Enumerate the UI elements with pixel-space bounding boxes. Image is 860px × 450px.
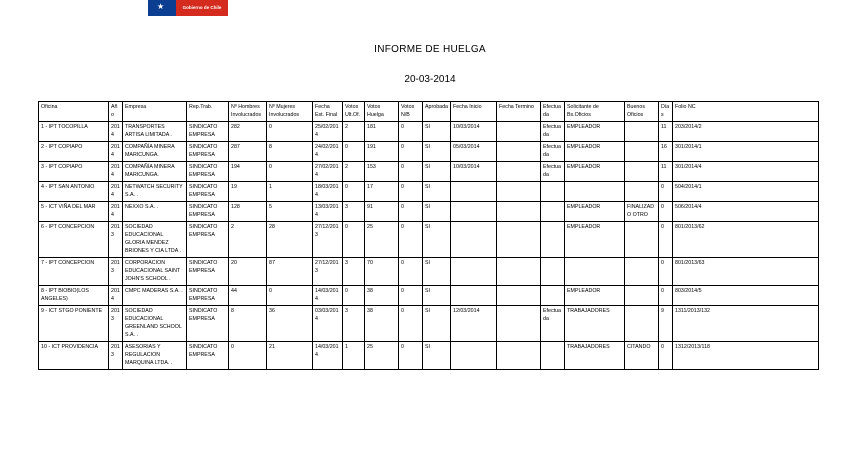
table-cell: 36 xyxy=(267,306,313,342)
table-row xyxy=(39,202,819,222)
table-cell: SINDICATO EMPRESA xyxy=(187,162,229,182)
table-cell: 0 xyxy=(343,142,365,162)
table-cell: 70 xyxy=(365,258,399,286)
table-cell: 0 xyxy=(399,258,423,286)
table-row xyxy=(39,182,819,202)
table-cell: SI xyxy=(423,182,451,202)
table-cell: 803/2014/5 xyxy=(673,286,819,306)
table-cell: 44 xyxy=(229,286,267,306)
column-header: Efectuada xyxy=(541,102,565,122)
table-cell: 2014 xyxy=(109,122,123,142)
table-cell xyxy=(497,202,541,222)
table-cell: 27/12/2013 xyxy=(313,258,343,286)
table-cell: 03/03/2014 xyxy=(313,306,343,342)
column-header: Fecha Est. Final xyxy=(313,102,343,122)
table-cell: 5 xyxy=(267,202,313,222)
table-cell xyxy=(541,222,565,258)
table-cell: CITANDO xyxy=(625,342,659,370)
table-cell xyxy=(497,162,541,182)
table-cell: 27/02/2014 xyxy=(313,162,343,182)
table-cell xyxy=(541,342,565,370)
table-cell xyxy=(451,182,497,202)
table-row xyxy=(39,122,819,142)
table-cell: SINDICATO EMPRESA xyxy=(187,202,229,222)
table-cell: 3 - IPT COPIAPO xyxy=(39,162,109,182)
table-cell: 2 xyxy=(343,162,365,182)
table-cell: 10/03/2014 xyxy=(451,122,497,142)
table-cell: 0 xyxy=(343,182,365,202)
table-cell: 1 xyxy=(267,182,313,202)
table-cell: 2 - IPT COPIAPO xyxy=(39,142,109,162)
table-cell: 0 xyxy=(267,286,313,306)
table-cell: 2 xyxy=(343,122,365,142)
table-cell: 2013 xyxy=(109,342,123,370)
table-cell: 0 xyxy=(399,162,423,182)
table-row xyxy=(39,286,819,306)
table-cell: 0 xyxy=(399,122,423,142)
table-cell xyxy=(541,182,565,202)
table-cell: SINDICATO EMPRESA xyxy=(187,306,229,342)
table-cell: 1 xyxy=(343,342,365,370)
table-cell: FINALIZADO OTRO xyxy=(625,202,659,222)
table-cell: SI xyxy=(423,306,451,342)
table-cell xyxy=(497,286,541,306)
table-cell: 17 xyxy=(365,182,399,202)
table-cell: 18/03/2014 xyxy=(313,182,343,202)
table-cell xyxy=(497,142,541,162)
table-cell: 0 xyxy=(399,222,423,258)
table-cell: 506/2014/4 xyxy=(673,202,819,222)
table-cell: 2 xyxy=(229,222,267,258)
star-icon: ★ xyxy=(157,2,165,11)
table-cell: 8 xyxy=(229,306,267,342)
table-cell: 11 xyxy=(659,162,673,182)
table-cell: 0 xyxy=(229,342,267,370)
table-cell: 128 xyxy=(229,202,267,222)
column-header: Oficina xyxy=(39,102,109,122)
report-title: INFORME DE HUELGA xyxy=(374,44,486,55)
table-cell: SI xyxy=(423,222,451,258)
table-cell: 203/2014/2 xyxy=(673,122,819,142)
table-cell: COMPAÑÍA MINERA MARICUNGA. xyxy=(123,162,187,182)
table-cell xyxy=(497,306,541,342)
table-cell: 27/12/2013 xyxy=(313,222,343,258)
table-cell xyxy=(497,122,541,142)
column-header: Buenos Oficios xyxy=(625,102,659,122)
table-cell: 287 xyxy=(229,142,267,162)
table-cell xyxy=(625,142,659,162)
table-cell: 1311/2013/132 xyxy=(673,306,819,342)
table-cell: 504/2014/1 xyxy=(673,182,819,202)
table-cell: 0 xyxy=(343,222,365,258)
table-cell: 0 xyxy=(399,182,423,202)
table-cell: 8 - IPT BIOBIO(LOS ANGELES) xyxy=(39,286,109,306)
table-cell: NEXXO S.A. . xyxy=(123,202,187,222)
table-cell: 0 xyxy=(343,286,365,306)
column-header: Nº Hombres Involucrados xyxy=(229,102,267,122)
column-header: Votos Ult.Of. xyxy=(343,102,365,122)
table-cell: 1312/2013/118 xyxy=(673,342,819,370)
table-cell: CORPORACION EDUCACIONAL SAINT JOHN'S SCHOOL . xyxy=(123,258,187,286)
table-cell: 301/2014/4 xyxy=(673,162,819,182)
table-cell: 25 xyxy=(365,222,399,258)
table-cell: SINDICATO EMPRESA xyxy=(187,222,229,258)
table-cell: 3 xyxy=(343,258,365,286)
table-cell: 3 xyxy=(343,306,365,342)
column-header: Días xyxy=(659,102,673,122)
table-cell: 0 xyxy=(267,122,313,142)
table-cell: 9 - ICT STGO PONIENTE xyxy=(39,306,109,342)
table-cell: EMPLEADOR xyxy=(565,142,625,162)
table-cell: Efectuada xyxy=(541,142,565,162)
table-cell: 25/02/2014 xyxy=(313,122,343,142)
column-header: Año xyxy=(109,102,123,122)
table-cell: 2014 xyxy=(109,182,123,202)
table-cell: 191 xyxy=(365,142,399,162)
table-cell: ASESORIAS Y REGULACION MARQUINA LTDA. . xyxy=(123,342,187,370)
column-header: Votos N/B xyxy=(399,102,423,122)
column-header: Votos Huelga xyxy=(365,102,399,122)
column-header: Aprobada xyxy=(423,102,451,122)
table-cell: SINDICATO EMPRESA xyxy=(187,122,229,142)
table-cell: 0 xyxy=(399,342,423,370)
table-cell: 19 xyxy=(229,182,267,202)
table-cell xyxy=(625,306,659,342)
table-cell: Efectuada xyxy=(541,122,565,142)
column-header: Rep.Trab. xyxy=(187,102,229,122)
table-cell: 2013 xyxy=(109,258,123,286)
table-cell xyxy=(451,222,497,258)
table-cell: 10/03/2014 xyxy=(451,162,497,182)
table-cell: EMPLEADOR xyxy=(565,122,625,142)
table-cell xyxy=(625,222,659,258)
table-cell: SI xyxy=(423,258,451,286)
table-cell xyxy=(497,182,541,202)
table-cell xyxy=(451,258,497,286)
table-cell: 801/2013/63 xyxy=(673,258,819,286)
table-cell xyxy=(497,342,541,370)
column-header: Folio NC xyxy=(673,102,819,122)
table-cell: TRABAJADORES xyxy=(565,306,625,342)
table-cell: TRABAJADORES xyxy=(565,342,625,370)
table-cell: 0 xyxy=(659,202,673,222)
table-cell: SINDICATO EMPRESA xyxy=(187,342,229,370)
table-cell: 14/03/2014 xyxy=(313,286,343,306)
table-cell: 3 xyxy=(343,202,365,222)
table-cell xyxy=(497,222,541,258)
table-cell: 282 xyxy=(229,122,267,142)
table-cell: SI xyxy=(423,202,451,222)
table-cell: SOCIEDAD EDUCACIONAL GREENLAND SCHOOL S.A. . xyxy=(123,306,187,342)
table-cell xyxy=(565,182,625,202)
table-cell: 10 - ICT PROVIDENCIA xyxy=(39,342,109,370)
column-header: Fecha Inicio xyxy=(451,102,497,122)
table-cell xyxy=(625,122,659,142)
column-header: Nº Mujeres Involucrados xyxy=(267,102,313,122)
table-cell: 38 xyxy=(365,306,399,342)
table-cell: 05/03/2014 xyxy=(451,142,497,162)
table-cell: SINDICATO EMPRESA xyxy=(187,286,229,306)
table-cell: 12/03/2014 xyxy=(451,306,497,342)
table-cell: SI xyxy=(423,286,451,306)
table-cell: 14/03/2014 xyxy=(313,342,343,370)
table-cell: 0 xyxy=(267,162,313,182)
table-cell: 301/2014/1 xyxy=(673,142,819,162)
table-cell: 2013 xyxy=(109,222,123,258)
table-cell: 16 xyxy=(659,142,673,162)
table-cell: 5 - ICT VIÑA DEL MAR xyxy=(39,202,109,222)
table-cell xyxy=(625,182,659,202)
table-cell xyxy=(625,286,659,306)
table-cell: COMPAÑÍA MINERA MARICUNGA. xyxy=(123,142,187,162)
table-row xyxy=(39,258,819,286)
table-cell: SINDICATO EMPRESA xyxy=(187,182,229,202)
table-row xyxy=(39,222,819,258)
table-cell: 194 xyxy=(229,162,267,182)
table-cell: 2014 xyxy=(109,162,123,182)
table-row xyxy=(39,142,819,162)
table-cell: 0 xyxy=(659,182,673,202)
table-row xyxy=(39,306,819,342)
table-header-row xyxy=(39,102,819,122)
column-header: Solicitante de Bs.Oficios xyxy=(565,102,625,122)
column-header: Fecha Termino xyxy=(497,102,541,122)
table-cell: 2014 xyxy=(109,286,123,306)
table-cell: CMPC MADERAS S.A. . xyxy=(123,286,187,306)
table-cell: 13/03/2014 xyxy=(313,202,343,222)
table-cell: EMPLEADOR xyxy=(565,162,625,182)
table-cell: 801/2013/62 xyxy=(673,222,819,258)
table-cell: 1 - IPT TOCOPILLA xyxy=(39,122,109,142)
strike-report-table xyxy=(38,101,819,370)
table-cell: 9 xyxy=(659,306,673,342)
table-cell xyxy=(497,258,541,286)
table-cell xyxy=(565,258,625,286)
table-cell: 8 xyxy=(267,142,313,162)
table-row xyxy=(39,342,819,370)
table-cell: 24/02/2014 xyxy=(313,142,343,162)
table-cell: 6 - IPT CONCEPCION xyxy=(39,222,109,258)
table-cell: 153 xyxy=(365,162,399,182)
table-cell: NETWATCH SECURITY S.A. . xyxy=(123,182,187,202)
table-cell: SI xyxy=(423,142,451,162)
table-cell: 2013 xyxy=(109,306,123,342)
table-cell: SOCIEDAD EDUCACIONAL GLORIA MENDEZ BRIONES Y CIA LTDA . xyxy=(123,222,187,258)
table-cell: 21 xyxy=(267,342,313,370)
table-cell: 0 xyxy=(399,142,423,162)
table-cell: SI xyxy=(423,122,451,142)
table-cell: 87 xyxy=(267,258,313,286)
table-cell: SI xyxy=(423,162,451,182)
table-cell xyxy=(541,286,565,306)
table-cell: 2014 xyxy=(109,142,123,162)
table-cell: Efectuada xyxy=(541,306,565,342)
table-cell: 0 xyxy=(399,306,423,342)
table-cell xyxy=(625,258,659,286)
table-cell xyxy=(625,162,659,182)
table-cell: 20 xyxy=(229,258,267,286)
table-cell xyxy=(541,258,565,286)
logo-text: Gobierno de Chile xyxy=(176,0,228,16)
table-cell: 0 xyxy=(659,258,673,286)
table-cell: SINDICATO EMPRESA xyxy=(187,142,229,162)
table-cell: EMPLEADOR xyxy=(565,202,625,222)
table-cell: TRANSPORTES ARTISA LIMITADA . xyxy=(123,122,187,142)
table-cell xyxy=(451,342,497,370)
table-cell: 4 - IPT SAN ANTONIO xyxy=(39,182,109,202)
table-cell: EMPLEADOR xyxy=(565,286,625,306)
table-cell: SINDICATO EMPRESA xyxy=(187,258,229,286)
table-cell: 0 xyxy=(659,342,673,370)
table-cell: 11 xyxy=(659,122,673,142)
gobierno-de-chile-logo xyxy=(148,0,228,16)
table-cell: 0 xyxy=(659,286,673,306)
table-cell: Efectuada xyxy=(541,162,565,182)
table-cell: 0 xyxy=(399,202,423,222)
table-cell xyxy=(451,202,497,222)
table-row xyxy=(39,162,819,182)
table-cell: 2014 xyxy=(109,202,123,222)
table-cell: 0 xyxy=(659,222,673,258)
table-cell: 38 xyxy=(365,286,399,306)
table-cell: 181 xyxy=(365,122,399,142)
table-body xyxy=(39,122,819,370)
table-cell: 0 xyxy=(399,286,423,306)
table-cell xyxy=(541,202,565,222)
table-cell xyxy=(451,286,497,306)
table-cell: EMPLEADOR xyxy=(565,222,625,258)
table-cell: SI xyxy=(423,342,451,370)
table-cell: 28 xyxy=(267,222,313,258)
table-cell: 91 xyxy=(365,202,399,222)
column-header: Empresa xyxy=(123,102,187,122)
report-date: 20-03-2014 xyxy=(404,74,456,85)
logo-blue-block xyxy=(148,0,176,16)
table-cell: 7 - IPT CONCEPCION xyxy=(39,258,109,286)
table-cell: 25 xyxy=(365,342,399,370)
